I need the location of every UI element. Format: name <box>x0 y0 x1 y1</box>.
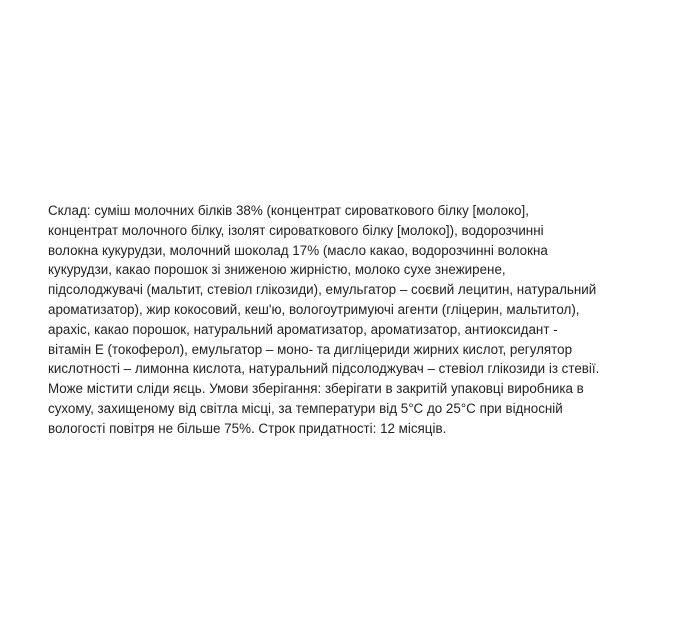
text-line: кукурудзи, какао порошок зі зниженою жирністю, молоко сухе знежирене, <box>48 262 506 278</box>
text-line: концентрат молочного білку, ізолят сироваткового білку [молоко]), водорозчинні <box>48 222 544 238</box>
text-line: Може містити сліди яєць. Умови зберігання: зберігати в закритій упаковці виробника в <box>48 381 584 397</box>
text-line: волокна кукурудзи, молочний шоколад 17% (масло какао, водорозчинні волокна <box>48 242 548 258</box>
text-line: сухому, захищеному від світла місці, за температури від 5°C до 25°C при відносній <box>48 400 563 416</box>
composition-text-block <box>48 201 648 439</box>
text-line: вітамін Е (токоферол), емульгатор – моно- та дигліцериди жирних кислот, регулятор <box>48 341 573 357</box>
text-line: кислотності – лимонна кислота, натуральний підсолоджувач – стевіол глікозиди із стевії. <box>48 361 600 377</box>
text-line: арахіс, какао порошок, натуральний ароматизатор, ароматизатор, антиоксидант - <box>48 321 558 337</box>
text-line: підсолоджувачі (мальтит, стевіол глікозиди), емульгатор – соєвий лецитин, натуральний <box>48 282 597 298</box>
text-line: Склад: суміш молочних білків 38% (концентрат сироваткового білку [молоко], <box>48 203 529 218</box>
text-line: ароматизатор), жир кокосовий, кеш'ю, вологоутримуючі агенти (гліцерин, мальтитол), <box>48 301 580 317</box>
text-line: вологості повітря не більше 75%. Строк придатності: 12 місяців. <box>48 420 447 436</box>
